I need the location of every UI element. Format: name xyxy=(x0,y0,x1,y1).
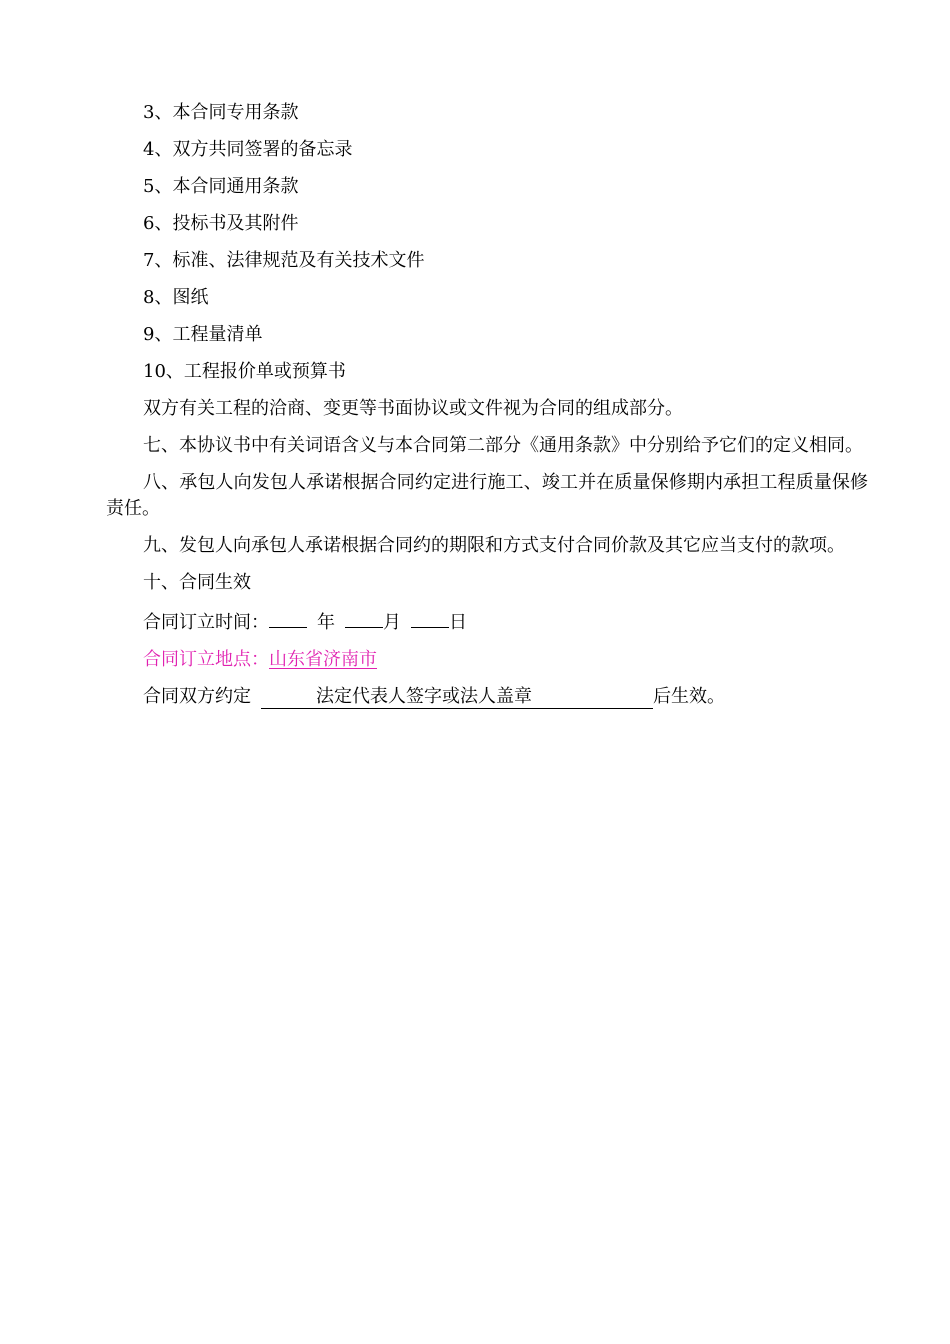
effect-prefix: 合同双方约定 xyxy=(143,686,251,707)
effect-suffix: 后生效。 xyxy=(653,686,725,707)
list-item-9: 9、工程量清单 xyxy=(143,324,263,345)
year-blank xyxy=(269,607,307,628)
sign-place-value: 山东省济南市 xyxy=(269,649,377,670)
effect-underlined-value: 法定代表人签字或法人盖章 xyxy=(261,686,653,709)
negotiation-docs-paragraph: 双方有关工程的洽商、变更等书面协议或文件视为合同的组成部分。 xyxy=(143,398,683,419)
clause-9-paragraph: 九、发包人向承包人承诺根据合同约的期限和方式支付合同价款及其它应当支付的款项。 xyxy=(143,535,845,556)
list-item-3: 3、本合同专用条款 xyxy=(143,102,299,123)
sign-time-label: 合同订立时间： xyxy=(143,612,269,633)
clause-10-heading: 十、合同生效 xyxy=(143,572,251,593)
month-blank xyxy=(345,607,383,628)
sign-place-label: 合同订立地点： xyxy=(143,649,269,670)
list-item-7: 7、标准、法律规范及有关技术文件 xyxy=(143,250,425,271)
list-item-5: 5、本合同通用条款 xyxy=(143,176,299,197)
day-blank xyxy=(411,607,449,628)
effect-line xyxy=(106,684,868,710)
list-item-6: 6、投标书及其附件 xyxy=(143,213,299,234)
list-item-4: 4、双方共同签署的备忘录 xyxy=(143,139,353,160)
month-unit: 月 xyxy=(383,612,401,633)
day-unit: 日 xyxy=(449,612,467,633)
sign-place-line xyxy=(106,647,868,673)
year-unit: 年 xyxy=(317,612,335,633)
list-item-8: 8、图纸 xyxy=(143,287,209,308)
document-body xyxy=(106,100,868,721)
sign-time-line xyxy=(106,607,868,636)
clause-7-paragraph: 七、本协议书中有关词语含义与本合同第二部分《通用条款》中分别给予它们的定义相同。 xyxy=(143,435,863,456)
list-item-10: 10、工程报价单或预算书 xyxy=(143,361,346,382)
clause-8-paragraph: 八、承包人向发包人承诺根据合同约定进行施工、竣工并在质量保修期内承担工程质量保修责任。 xyxy=(106,472,868,519)
